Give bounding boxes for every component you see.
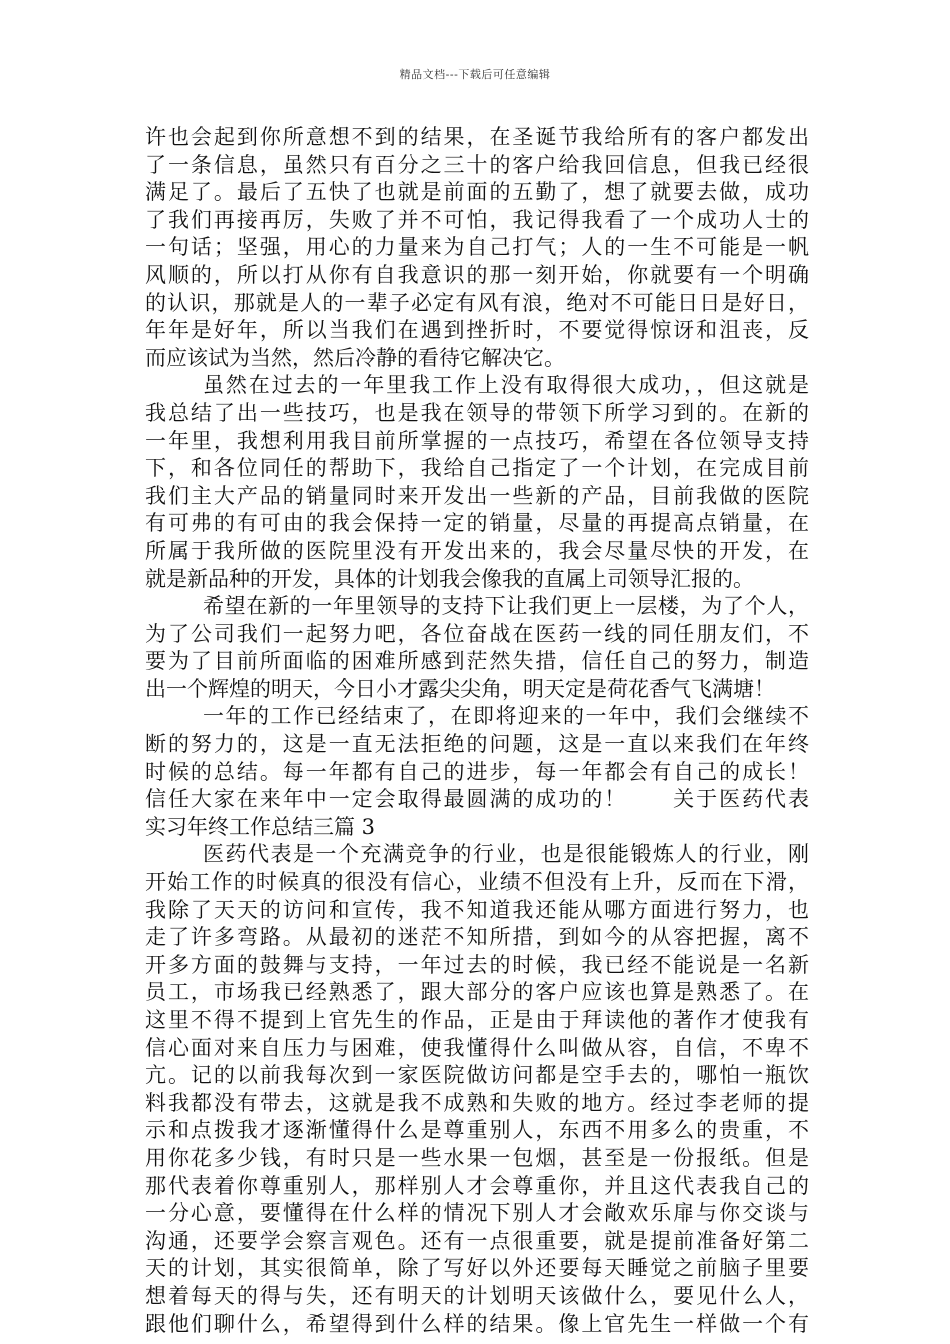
text-line: 想着每天的得与失，还有明天的计划明天该做什么，要见什么人， [145, 1283, 809, 1308]
text-line: 虽然在过去的一年里我工作上没有取得很大成功，，但这就是 [203, 373, 809, 398]
text-line: 我们主大产品的销量同时来开发出一些新的产品，目前我做的医院 [145, 483, 809, 508]
text-line: 亢。记的以前我每次到一家医院做访问都是空手去的，哪怕一瓶饮 [145, 1063, 809, 1088]
page-header: 精品文档---下载后可任意编辑 [399, 68, 551, 81]
text-line: 医药代表是一个充满竞争的行业，也是很能锻炼人的行业，刚 [203, 842, 809, 867]
text-line: 为了公司我们一起努力吧，各位奋战在医药一线的同任朋友们，不 [145, 621, 809, 646]
text-line: 出一个辉煌的明天，今日小才露尖尖角，明天定是荷花香气飞满塘！ [145, 676, 775, 701]
text-line: 跟他们聊什么，希望得到什么样的结果。像上官先生一样做一个有 [145, 1311, 809, 1336]
text-line: 了我们再接再厉，失败了并不可怕，我记得我看了一个成功人士的 [145, 207, 809, 232]
text-line: 而应该试为当然，然后冷静的看待它解决它。 [145, 345, 565, 370]
text-line: 了一条信息，虽然只有百分之三十的客户给我回信息，但我已经很 [145, 152, 809, 177]
text-line: 信心面对来自压力与困难，使我懂得什么叫做从容，自信，不卑不 [145, 1035, 809, 1060]
text-line: 实习年终工作总结三篇 3 [145, 814, 376, 839]
body-text [145, 124, 809, 1338]
text-line: 信任大家在来年中一定会取得最圆满的成功的！ 关于医药代表 [145, 787, 809, 812]
text-line: 所属于我所做的医院里没有开发出来的，我会尽量尽快的开发，在 [145, 538, 809, 563]
text-line: 一分心意，要懂得在什么样的情况下别人才会敞欢乐扉与你交谈与 [145, 1201, 809, 1226]
text-line: 走了许多弯路。从最初的迷茫不知所措，到如今的从容把握，离不 [145, 925, 809, 950]
text-line: 风顺的，所以打从你有自我意识的那一刻开始，你就要有一个明确 [145, 262, 809, 287]
text-line: 希望在新的一年里领导的支持下让我们更上一层楼，为了个人， [203, 594, 809, 619]
text-line: 天的计划，其实很简单，除了写好以外还要每天睡觉之前脑子里要 [145, 1256, 809, 1281]
text-line: 年年是好年，所以当我们在遇到挫折时，不要觉得惊讶和沮丧，反 [145, 318, 809, 343]
text-line: 的认识，那就是人的一辈子必定有风有浪，绝对不可能日日是好日， [145, 290, 809, 315]
text-line: 下，和各位同任的帮助下，我给自己指定了一个计划，在完成目前 [145, 456, 809, 481]
text-line: 要为了目前所面临的困难所感到茫然失措，信任自己的努力，制造 [145, 649, 809, 674]
text-line: 员工，市场我已经熟悉了，跟大部分的客户应该也算是熟悉了。在 [145, 980, 809, 1005]
text-line: 时候的总结。每一年都有自己的进步，每一年都会有自己的成长！ [145, 759, 809, 784]
text-line: 一年里，我想利用我目前所掌握的一点技巧，希望在各位领导支持 [145, 428, 809, 453]
text-line: 那代表着你尊重别人，那样别人才会尊重你，并且这代表我自己的 [145, 1173, 809, 1198]
text-line: 就是新品种的开发，具体的计划我会像我的直属上司领导汇报的。 [145, 566, 754, 591]
text-line: 我总结了出一些技巧，也是我在领导的带领下所学习到的。在新的 [145, 400, 809, 425]
text-line: 满足了。最后了五快了也就是前面的五勤了，想了就要去做，成功 [145, 180, 809, 205]
text-line: 我除了天天的访问和宣传，我不知道我还能从哪方面进行努力，也 [145, 897, 809, 922]
text-line: 这里不得不提到上官先生的作品，正是由于拜读他的著作才使我有 [145, 1008, 809, 1032]
text-line: 一句话；坚强，用心的力量来为自己打气；人的一生不可能是一帆 [145, 235, 809, 260]
text-line: 有可弗的有可由的我会保持一定的销量，尽量的再提高点销量，在 [145, 511, 809, 536]
text-line: 一年的工作已经结束了，在即将迎来的一年中，我们会继续不 [203, 704, 809, 729]
text-line: 用你花多少钱，有时只是一些水果一包烟，甚至是一份报纸。但是 [145, 1145, 809, 1170]
text-line: 开多方面的鼓舞与支持，一年过去的时候，我已经不能说是一名新 [145, 952, 809, 977]
text-line: 断的努力的，这是一直无法拒绝的问题，这是一直以来我们在年终 [145, 732, 809, 757]
text-line: 开始工作的时候真的很没有信心，业绩不但没有上升，反而在下滑， [145, 870, 809, 895]
text-line: 料我都没有带去，这就是我不成熟和失败的地方。经过李老师的提 [145, 1090, 809, 1115]
text-line: 许也会起到你所意想不到的结果，在圣诞节我给所有的客户都发出 [145, 125, 809, 149]
text-line: 沟通，还要学会察言观色。还有一点很重要，就是提前准备好第二 [145, 1228, 809, 1253]
text-line: 示和点拨我才逐渐懂得什么是尊重别人，东西不用多么的贵重，不 [145, 1118, 809, 1143]
